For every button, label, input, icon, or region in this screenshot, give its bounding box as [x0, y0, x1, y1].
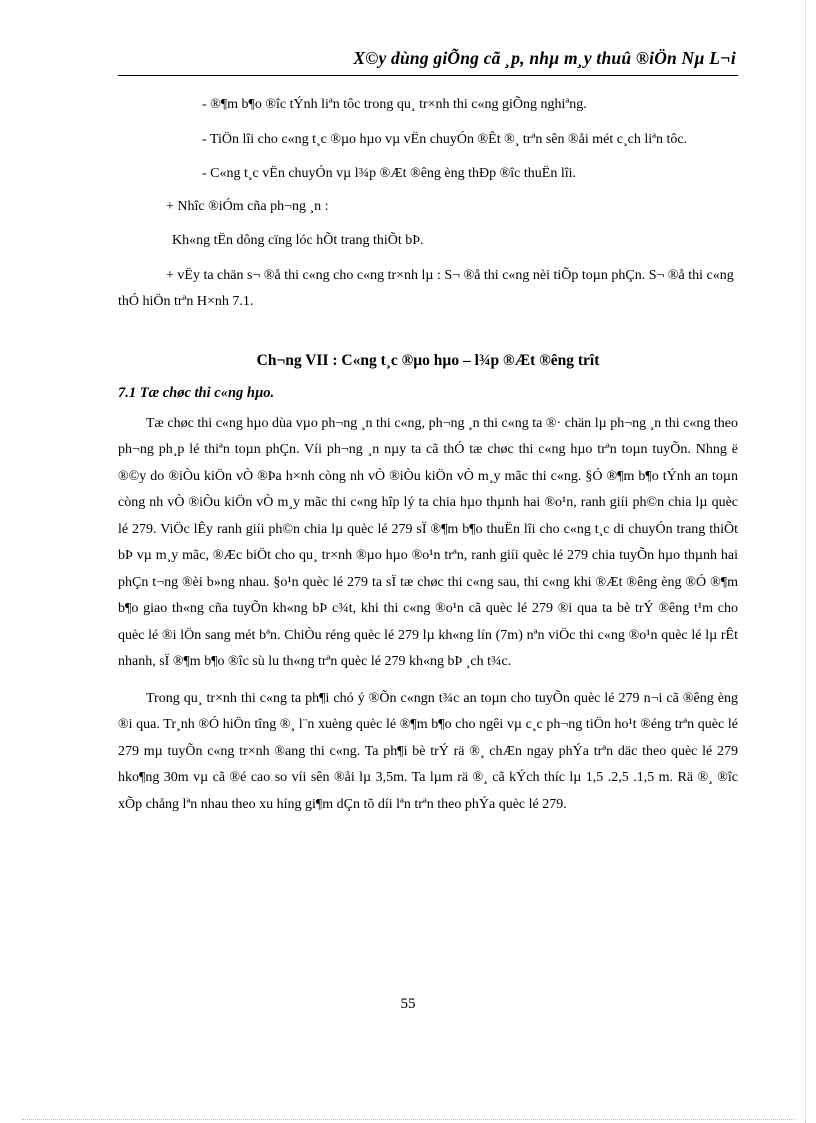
drawback-text: Kh«ng tËn dông cïng lóc hÕt trang thiÕt bÞ.	[172, 233, 424, 248]
right-dotted-border	[805, 0, 806, 1123]
page-number: 55	[400, 996, 416, 1012]
bullet-transport: - C«ng t¸c vËn chuyÓn vµ l¾p ®Æt ®êng èng thÐp ®îc thuËn lîi.	[202, 166, 576, 181]
section-paragraph-1: Tæ chøc thi c«ng hµo dùa vµo ph¬ng ¸n thi c«ng, ph¬ng ¸n thi c«ng ta ®· chän lµ ph¬ng ¸n thi c«ng theo ph¬ng ph¸p lé thiªn toµn phÇn. Víi ph¬ng ¸n nµy ta cã thÓ tæ chøc thi c«ng hµo trªn toµn tuyÕn. Nhng ë ®©y do ®iÒu kiÖn vÒ ®Þa h×nh còng nh vÒ ®iÒu kiÖn vÒ m¸y mãc thi c«ng. §Ó ®¶m b¶o tÝnh an toµn còng nh vÒ ®iÒu kiÖn vÒ m¸y mãc thi c«ng hîp lý ta chia hµo thµnh hai ®o¹n, ranh giíi ph©n chia lµ quèc lé 279. ViÖc lÊy ranh giíi ph©n chia lµ quèc lé 279 sÏ ®¶m b¶o thuËn lîi cho c«ng t¸c di chuyÓn trang thiÕt bÞ vµ m¸y mãc, ®Æc biÖt cho qu¸ tr×nh ®µo hµo ®o¹n trªn, ranh giíi quèc lé 279 chia tuyÕn hµo thµnh hai phÇn t¬ng ®èi b»ng nhau. §o¹n quèc lé 279 ta sÏ tæ chøc thi c«ng sau, thi c«ng khi ®Æt ®êng èng ®Ó ®¶m b¶o giao th«ng cña tuyÕn kh«ng bÞ c¾t, khi thi c«ng ®o¹n cã quèc lé 279 ®i qua ta bè trÝ ®êng t¹m cho quèc lé ®i lÖn sang mét bªn. ChiÒu réng quèc lé 279 lµ kh«ng lín (7m) nªn viÖc thi c«ng ®o¹n quèc lé lµ rÊt nhanh, sÏ ®¶m b¶o ®îc sù lu th«ng trªn quèc lé 279 kh«ng bÞ ¸ch t¾c.	[118, 415, 738, 669]
section-paragraph-2: Trong qu¸ tr×nh thi c«ng ta ph¶i chó ý ®Õn c«ngn t¾c an toµn cho tuyÕn quèc lé 279 n¬i cã ®êng èng ®i qua. Tr¸nh ®Ó hiÖn tîng ®¸ l¨n xuèng quèc lé ®¶m b¶o cho ngêi vµ c¸c ph¬ng tiÖn ho¹t ®éng trªn quèc lé 279 mµ tuyÕn c«ng tr×nh ®ang thi c«ng. Ta ph¶i bè trÝ rä ®¸ chÆn ngay phÝa trªn däc theo quèc lé 279 hko¶ng 30m vµ cã ®é cao so víi sên ®åi lµ 3,5m. Ta lµm rä ®¸ cã kÝch thíc lµ 1,5 .2,5 .1,5 m. Rä ®¸ ®îc xÕp chång lªn nhau theo xu híng gi¶m dÇn tõ díi lªn trªn theo phÝa quèc lé 279.	[118, 690, 738, 812]
footer-dotted-border	[22, 1119, 794, 1120]
scheme-choice-text: + vËy ta chän s¬ ®å thi c«ng cho c«ng tr×nh lµ : S¬ ®å thi c«ng nèi tiÕp toµn phÇn. S¬ ®å thi c«ng thÓ hiÖn trªn H×nh 7.1.	[118, 267, 734, 309]
chapter-title: Ch¬ng VII : C«ng t¸c ®µo hµo – l¾p ®Æt ®êng trît	[256, 351, 600, 369]
bullet-continuity: - ®¶m b¶o ®îc tÝnh liªn tôc trong qu¸ tr×nh thi c«ng giÕng nghiªng.	[202, 97, 587, 112]
header-rule	[118, 75, 738, 76]
bullet-convenience: - TiÖn lîi cho c«ng t¸c ®µo hµo vµ vËn chuyÓn ®Êt ®¸ trªn sên ®åi mét c¸ch liªn tôc.	[202, 131, 688, 147]
drawback-heading: + Nhîc ®iÓm cña ph¬ng ¸n :	[166, 198, 329, 214]
document-body	[118, 92, 738, 818]
section-heading: 7.1 Tæ chøc thi c«ng hµo.	[118, 385, 275, 401]
running-header-title: X©y dùng giÕng cã ¸p, nhµ m¸y thuû ®iÖn Nµ L¬i	[353, 48, 736, 68]
